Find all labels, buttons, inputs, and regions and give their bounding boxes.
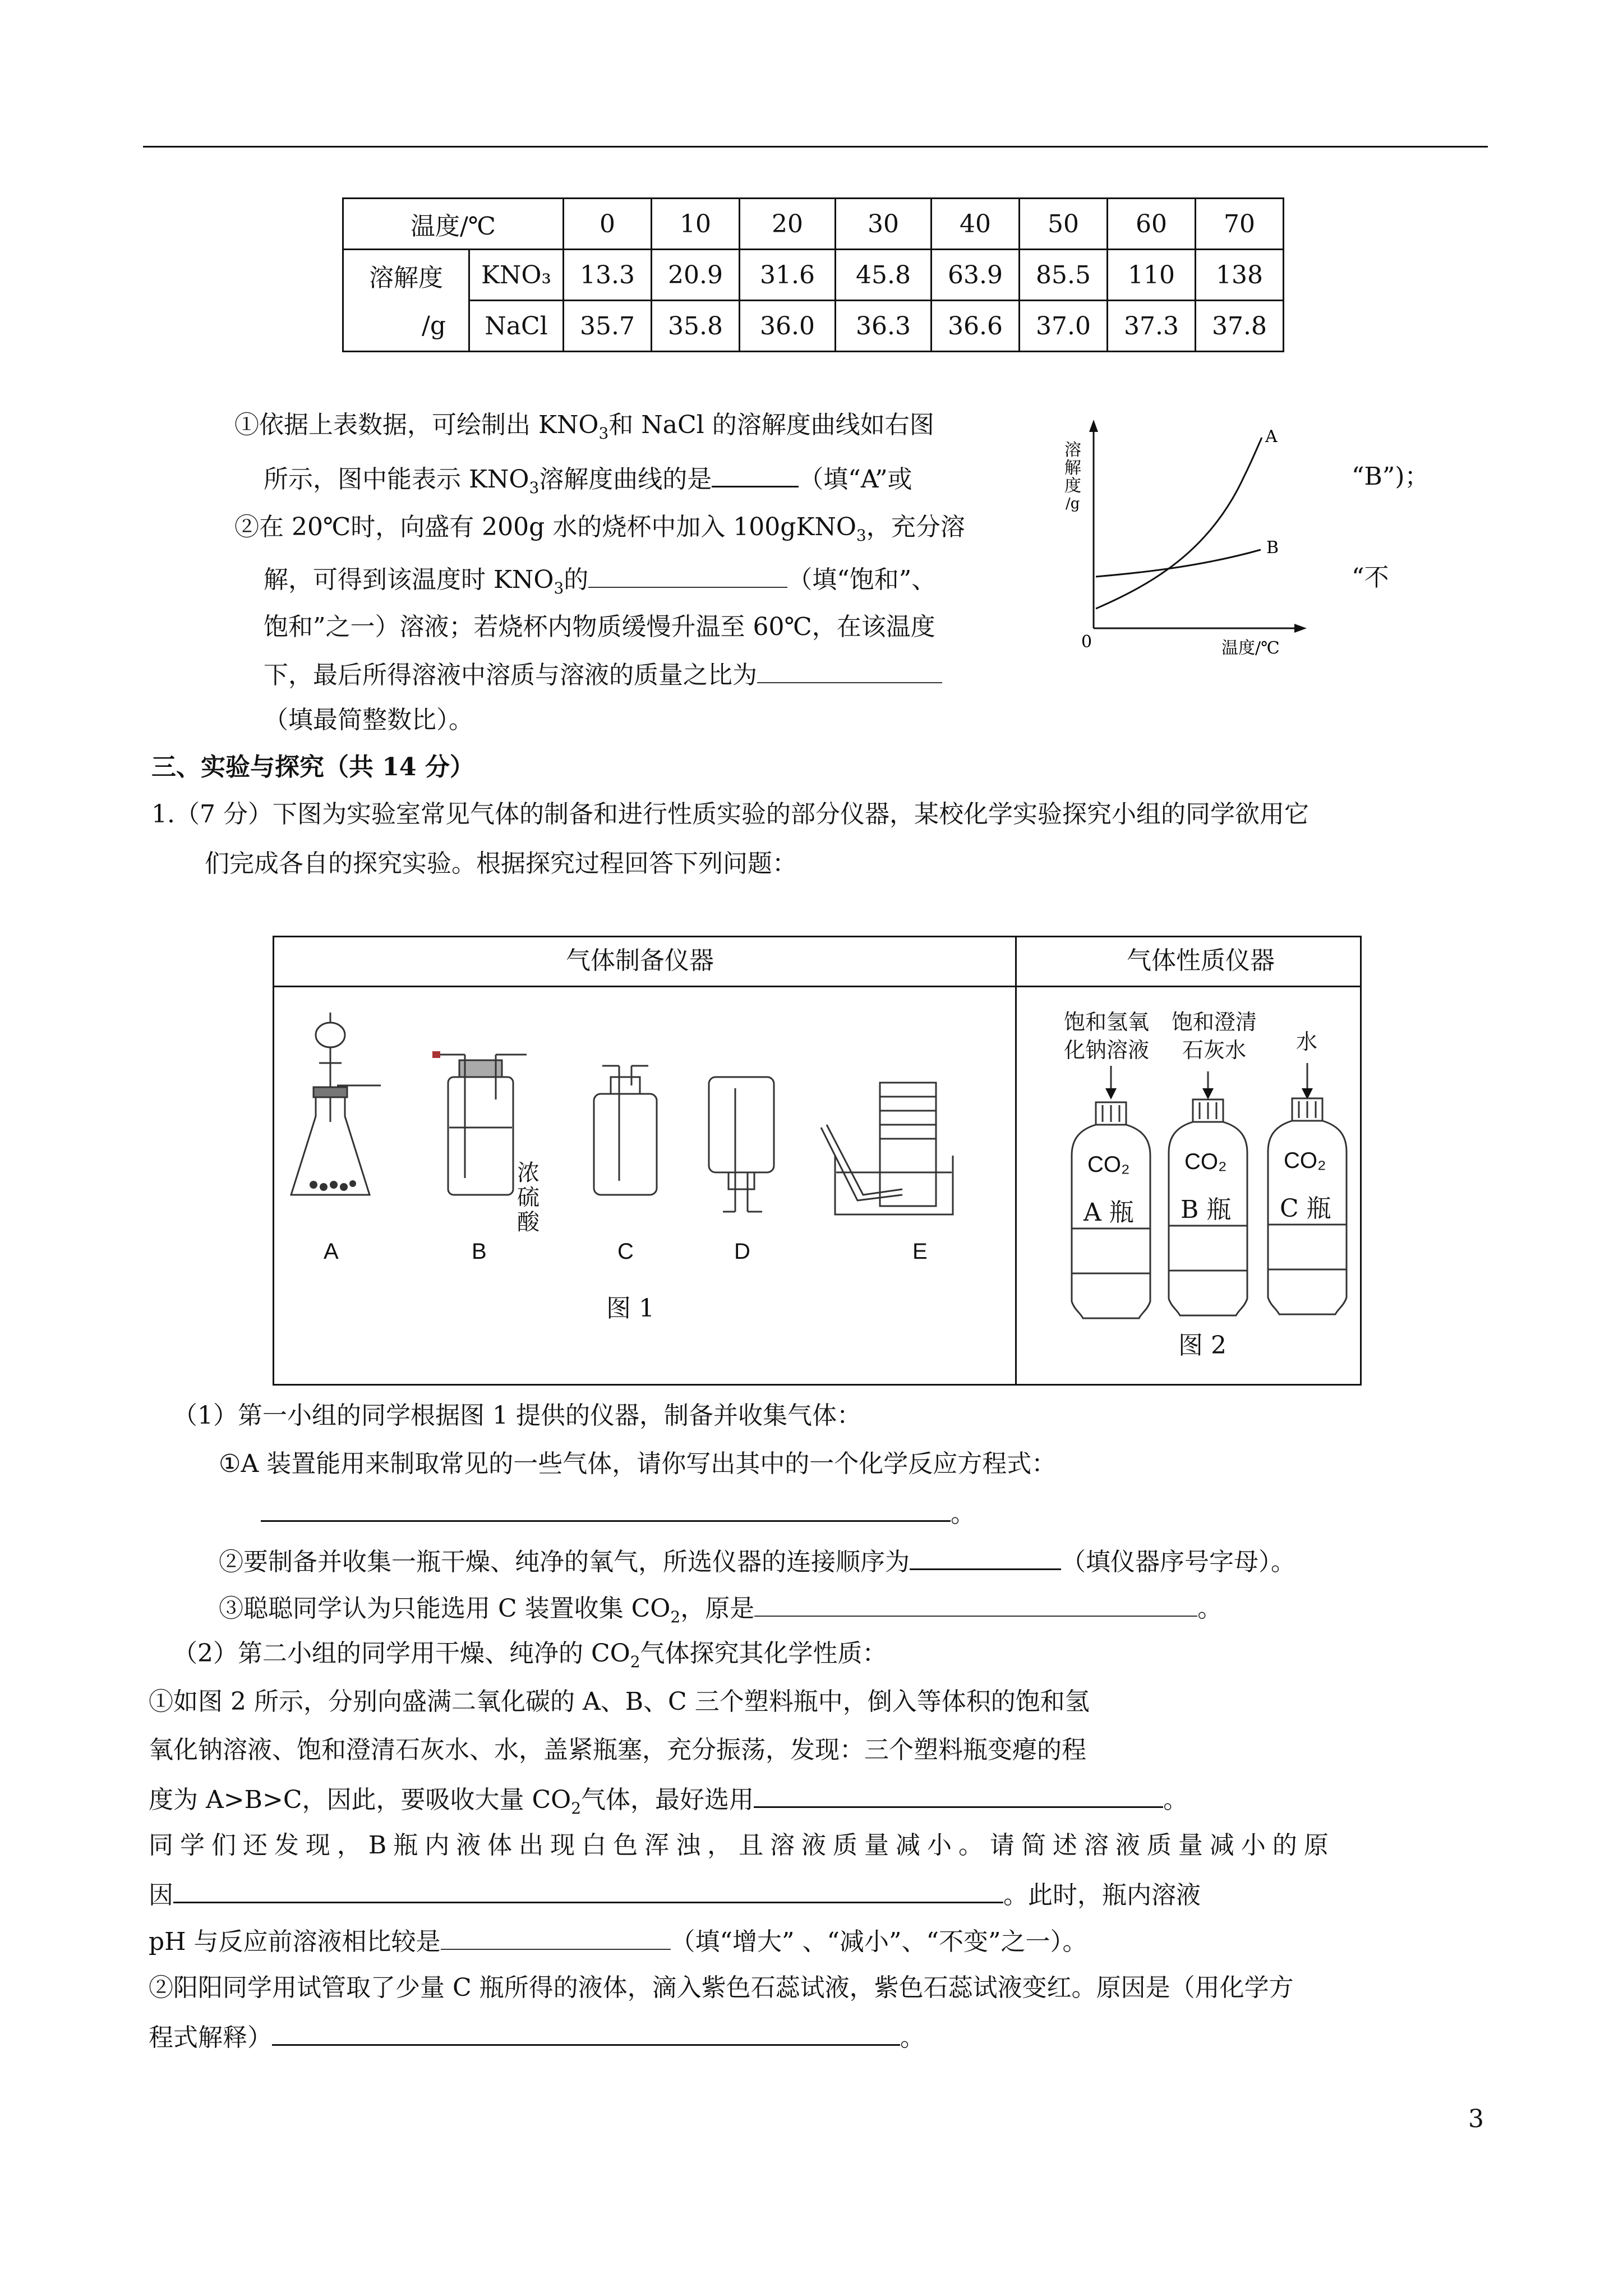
kno3-value-cell: 13.3 xyxy=(564,250,652,301)
part1-s1-answer: 。 xyxy=(261,1496,975,1530)
temp-header-cell: 温度/℃ xyxy=(343,199,564,250)
apparatus-figure xyxy=(273,936,1362,1386)
part1-intro: （1）第一小组的同学根据图 1 提供的仪器，制备并收集气体： xyxy=(173,1401,861,1430)
arrow-a-head xyxy=(1105,1088,1117,1099)
nacl-value-cell: 36.0 xyxy=(740,301,836,352)
temp-cell: 20 xyxy=(740,199,836,250)
bottle-c-label: C 瓶 xyxy=(1280,1194,1331,1223)
apparatus-label-c: C xyxy=(617,1239,634,1264)
concentrated-acid-label: 浓 硫 酸 xyxy=(517,1160,540,1235)
bottle-a-co2: CO₂ xyxy=(1087,1152,1130,1177)
q1-line-4: 解，可得到该温度时 $KNO_3$的 （填“饱和”、 xyxy=(264,562,936,604)
answer-blank[interactable] xyxy=(712,461,799,487)
bottle-c-reagent: 水 xyxy=(1296,1029,1318,1054)
answer-blank[interactable] xyxy=(272,2019,900,2046)
temp-cell: 30 xyxy=(836,199,932,250)
part1-s2: ②要制备并收集一瓶干燥、纯净的氧气，所选仪器的连接顺序为 （填仪器序号字母）。 xyxy=(219,1544,1295,1578)
temp-cell: 70 xyxy=(1196,199,1284,250)
answer-blank[interactable] xyxy=(757,657,942,683)
nacl-value-cell: 37.0 xyxy=(1020,301,1108,352)
apparatus-c xyxy=(594,1066,657,1195)
bottle-b-reagent: 饱和澄清 石灰水 xyxy=(1172,1010,1257,1062)
origin-label: 0 xyxy=(1081,632,1092,652)
part2-line-2: 氧化钠溶液、饱和澄清石灰水、水，盖紧瓶塞，充分振荡，发现：三个塑料瓶变瘪的程 xyxy=(149,1736,1086,1764)
header-rule xyxy=(143,146,1488,148)
bottle-b-label: B 瓶 xyxy=(1181,1195,1232,1224)
answer-blank[interactable] xyxy=(441,1924,671,1950)
solubility-unit-cell: /g xyxy=(343,301,469,352)
kno3-label-cell: KNO₃ xyxy=(469,250,564,301)
section-paragraph-1: 1.（7 分）下图为实验室常见气体的制备和进行性质实验的部分仪器，某校化学实验探究小组的同学欲用它 xyxy=(151,800,1309,829)
series-label-a: A xyxy=(1265,427,1278,447)
q1-line-6: 下，最后所得溶液中溶质与溶液的质量之比为 xyxy=(264,657,942,691)
bottle-a-label: A 瓶 xyxy=(1083,1198,1134,1227)
part1-s1: ①A 装置能用来制取常见的一些气体，请你写出其中的一个化学反应方程式： xyxy=(219,1450,1057,1478)
kno3-value-cell: 45.8 xyxy=(836,250,932,301)
bottle-c-co2: CO₂ xyxy=(1284,1148,1326,1173)
part2-line-6: pH 与反应前溶液相比较是 （填“增大” 、“减小”、“不变”之一）。 xyxy=(149,1924,1087,1958)
table-row xyxy=(343,199,1284,250)
y-label-char: 度 xyxy=(1064,476,1081,496)
solubility-label-cell: 溶解度 xyxy=(343,250,469,301)
temp-cell: 60 xyxy=(1108,199,1196,250)
figure-1-caption: 图 1 xyxy=(606,1294,654,1323)
answer-blank[interactable] xyxy=(173,1877,1003,1903)
kno3-value-cell: 63.9 xyxy=(932,250,1020,301)
apparatus-label-d: D xyxy=(734,1239,750,1264)
q1-line-2: 所示，图中能表示 $KNO_3$溶解度曲线的是 （填“A”或 xyxy=(264,461,912,504)
q1-line-2-end: “B”)； xyxy=(1352,462,1430,491)
nacl-value-cell: 35.8 xyxy=(652,301,740,352)
temp-cell: 40 xyxy=(932,199,1020,250)
y-label-char: /g xyxy=(1066,495,1080,512)
answer-blank[interactable] xyxy=(910,1544,1061,1570)
answer-blank[interactable] xyxy=(754,1782,1163,1808)
part2-line-3: 度为 A>B>C，因此，要吸收大量 $CO_2$气体，最好选用 。 xyxy=(149,1782,1188,1824)
answer-blank[interactable] xyxy=(261,1496,951,1522)
table-row xyxy=(343,301,1284,352)
q1-line-5: 饱和”之一）溶液；若烧杯内物质缓慢升温至 60℃，在该温度 xyxy=(264,613,935,641)
kno3-value-cell: 110 xyxy=(1108,250,1196,301)
part1-s3: ③聪聪同学认为只能选用 C 装置收集 $CO_2$，原是 。 xyxy=(219,1591,1222,1633)
apparatus-b xyxy=(432,1051,527,1195)
section-title: 三、实验与探究（共 14 分） xyxy=(151,753,474,781)
y-label-char: 溶 xyxy=(1064,440,1081,460)
part2-intro: （2）第二小组的同学用干燥、纯净的 $CO_2$气体探究其化学性质： xyxy=(173,1639,887,1671)
header-right: 气体性质仪器 xyxy=(1127,946,1275,975)
figure-2-drawing xyxy=(1016,987,1361,1386)
bottle-a-reagent: 饱和氢氧 化钠溶液 xyxy=(1064,1010,1150,1062)
temp-cell: 50 xyxy=(1020,199,1108,250)
part2-line-7: ②阳阳同学用试管取了少量 C 瓶所得的液体，滴入紫色石蕊试液，紫色石蕊试液变红。原因是（用化学方 xyxy=(149,1973,1294,2002)
series-label-b: B xyxy=(1266,538,1279,558)
figure-2-caption: 图 2 xyxy=(1178,1331,1227,1360)
header-left: 气体制备仪器 xyxy=(566,946,714,975)
answer-blank[interactable] xyxy=(588,562,787,588)
apparatus-a xyxy=(291,1013,381,1195)
arrow-b-head xyxy=(1202,1088,1214,1099)
nacl-label-cell: NaCl xyxy=(469,301,564,352)
figure-1-drawing xyxy=(274,987,1015,1386)
part2-line-4: 同 学 们 还 发 现 ， B 瓶 内 液 体 出 现 白 色 浑 浊 ， 且 溶 液 质 量 减 小 。 请 简 述 溶 液 质 量 减 小 的 原 xyxy=(149,1831,1328,1860)
q1-line-7: （填最简整数比）。 xyxy=(264,706,473,734)
x-axis-label: 温度/℃ xyxy=(1221,638,1280,658)
x-axis-arrow xyxy=(1294,624,1307,633)
nacl-value-cell: 37.8 xyxy=(1196,301,1284,352)
y-label-char: 解 xyxy=(1064,458,1081,478)
q1-line-4-end: “不 xyxy=(1352,563,1389,592)
kno3-value-cell: 31.6 xyxy=(740,250,836,301)
kno3-value-cell: 85.5 xyxy=(1020,250,1108,301)
temp-cell: 0 xyxy=(564,199,652,250)
kno3-value-cell: 20.9 xyxy=(652,250,740,301)
y-axis-arrow xyxy=(1089,420,1098,432)
nacl-value-cell: 35.7 xyxy=(564,301,652,352)
part2-line-8: 程式解释） 。 xyxy=(149,2019,925,2054)
table-row xyxy=(343,250,1284,301)
part2-line-5: 因 。此时，瓶内溶液 xyxy=(149,1877,1201,1911)
bottle-b-co2: CO₂ xyxy=(1184,1149,1227,1174)
q1-line-3: ②在 20℃时，向盛有 200g 水的烧杯中加入 100gKNO$_3$，充分溶 xyxy=(234,513,965,545)
apparatus-label-a: A xyxy=(324,1239,339,1264)
apparatus-e xyxy=(821,1083,953,1214)
temp-cell: 10 xyxy=(652,199,740,250)
apparatus-label-e: E xyxy=(912,1239,928,1264)
page-number: 3 xyxy=(1468,2105,1484,2133)
curve-b xyxy=(1096,550,1261,577)
part2-line-1: ①如图 2 所示，分别向盛满二氧化碳的 A、B、C 三个塑料瓶中，倒入等体积的饱和氢 xyxy=(149,1687,1090,1716)
nacl-value-cell: 36.3 xyxy=(836,301,932,352)
apparatus-label-b: B xyxy=(472,1239,487,1264)
nacl-value-cell: 36.6 xyxy=(932,301,1020,352)
nacl-value-cell: 37.3 xyxy=(1108,301,1196,352)
solubility-table xyxy=(342,197,1284,352)
apparatus-d xyxy=(709,1077,774,1212)
q1-line-1: ①依据上表数据，可绘制出 $KNO_3$和 NaCl 的溶解度曲线如右图 xyxy=(234,411,934,443)
curve-a xyxy=(1096,438,1262,609)
answer-blank[interactable] xyxy=(754,1591,1197,1617)
solubility-curve-chart xyxy=(1059,415,1322,662)
section-paragraph-2: 们完成各自的探究实验。根据探究过程回答下列问题： xyxy=(205,849,797,878)
kno3-value-cell: 138 xyxy=(1196,250,1284,301)
